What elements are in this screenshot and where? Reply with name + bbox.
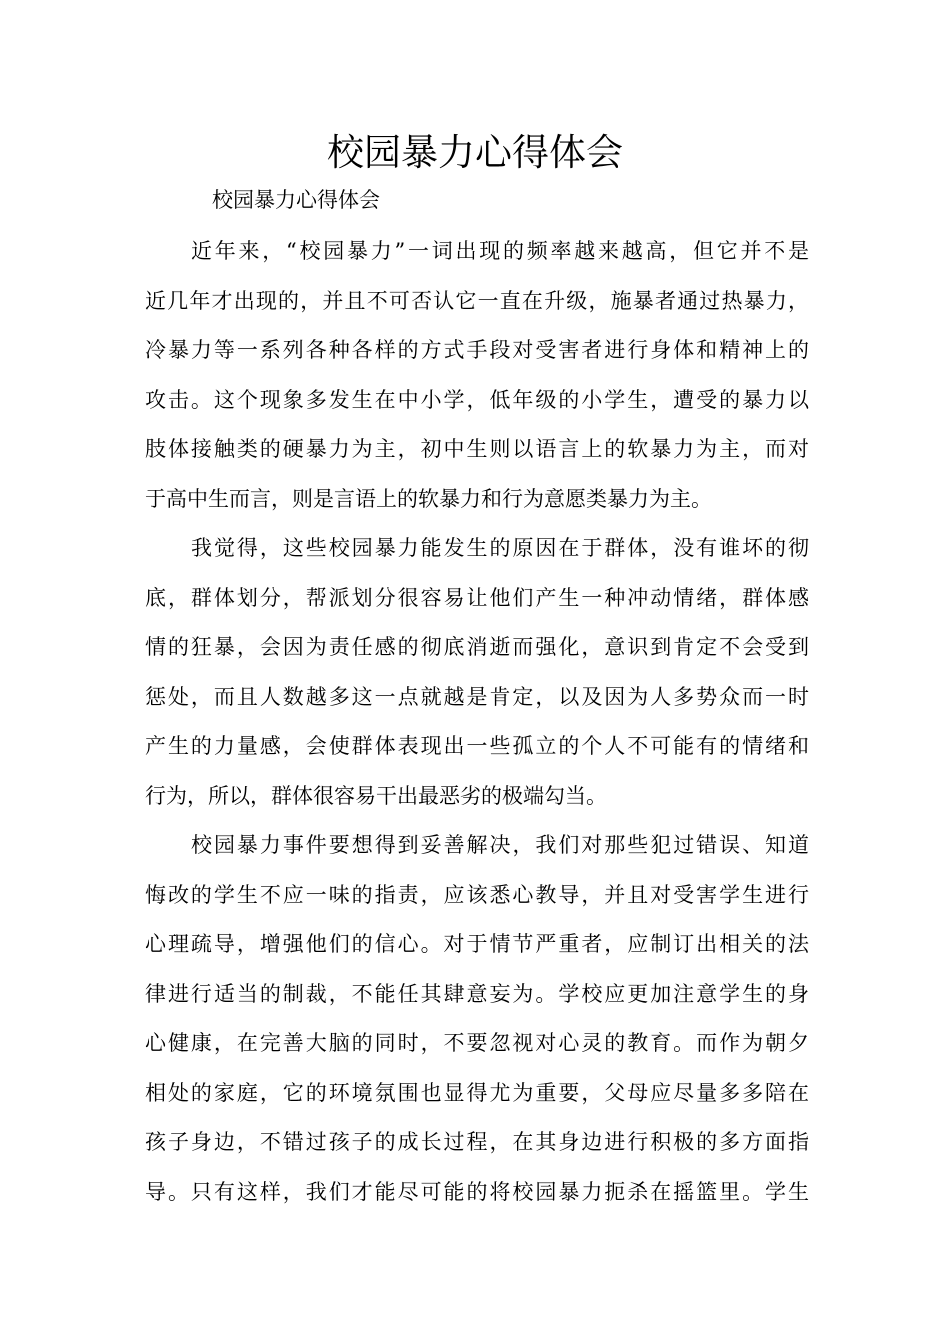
paragraph-line: 心理疏导，增强他们的信心。对于情节严重者，应制订出相关的法 (145, 932, 809, 956)
paragraph-line: 冷暴力等一系列各种各样的方式手段对受害者进行身体和精神上的 (145, 338, 809, 362)
paragraph-line: 悔改的学生不应一味的指责，应该悉心教导，并且对受害学生进行 (145, 882, 809, 907)
document-title: 校园暴力心得体会 (327, 131, 623, 174)
paragraph-3 (145, 821, 809, 1217)
paragraph-line: 惩处，而且人数越多这一点就越是肯定，以及因为人多势众而一时 (145, 684, 809, 709)
paragraph-line: 肢体接触类的硬暴力为主，初中生则以语言上的软暴力为主，而对 (145, 437, 809, 461)
paragraph-line: 相处的家庭，它的环境氛围也显得尤为重要，父母应尽量多多陪在 (145, 1080, 809, 1105)
paragraph-line: 情的狂暴，会因为责任感的彻底消逝而强化，意识到肯定不会受到 (145, 635, 809, 659)
paragraph-line: 攻击。这个现象多发生在中小学，低年级的小学生，遭受的暴力以 (145, 387, 809, 412)
paragraph-line: 律进行适当的制裁，不能任其肆意妄为。学校应更加注意学生的身 (145, 981, 809, 1006)
document-subtitle: 校园暴力心得体会 (212, 188, 380, 212)
paragraph-line: 校园暴力事件要想得到妥善解决，我们对那些犯过错误、知道 (191, 833, 809, 857)
paragraph-line: 我觉得，这些校园暴力能发生的原因在于群体，没有谁坏的彻 (191, 536, 809, 560)
paragraph-line: 于高中生而言，则是言语上的软暴力和行为意愿类暴力为主。 (145, 486, 712, 511)
paragraph-line: 底，群体划分，帮派划分很容易让他们产生一种冲动情绪，群体感 (145, 585, 809, 610)
paragraph-1 (145, 227, 809, 524)
paragraph-line: 孩子身边，不错过孩子的成长过程，在其身边进行积极的多方面指 (145, 1130, 809, 1154)
paragraph-line: 近几年才出现的，并且不可否认它一直在升级，施暴者通过热暴力， (145, 288, 809, 313)
document-body (145, 227, 809, 1217)
paragraph-line: 近年来，“校园暴力”一词出现的频率越来越高，但它并不是 (191, 239, 809, 263)
paragraph-line: 导。只有这样，我们才能尽可能的将校园暴力扼杀在摇篮里。学生 (145, 1179, 809, 1204)
paragraph-2 (145, 524, 809, 821)
paragraph-line: 行为，所以，群体很容易干出最恶劣的极端勾当。 (145, 783, 607, 808)
paragraph-line: 心健康，在完善大脑的同时，不要忽视对心灵的教育。而作为朝夕 (145, 1031, 809, 1055)
paragraph-line: 产生的力量感，会使群体表现出一些孤立的个人不可能有的情绪和 (145, 734, 809, 758)
